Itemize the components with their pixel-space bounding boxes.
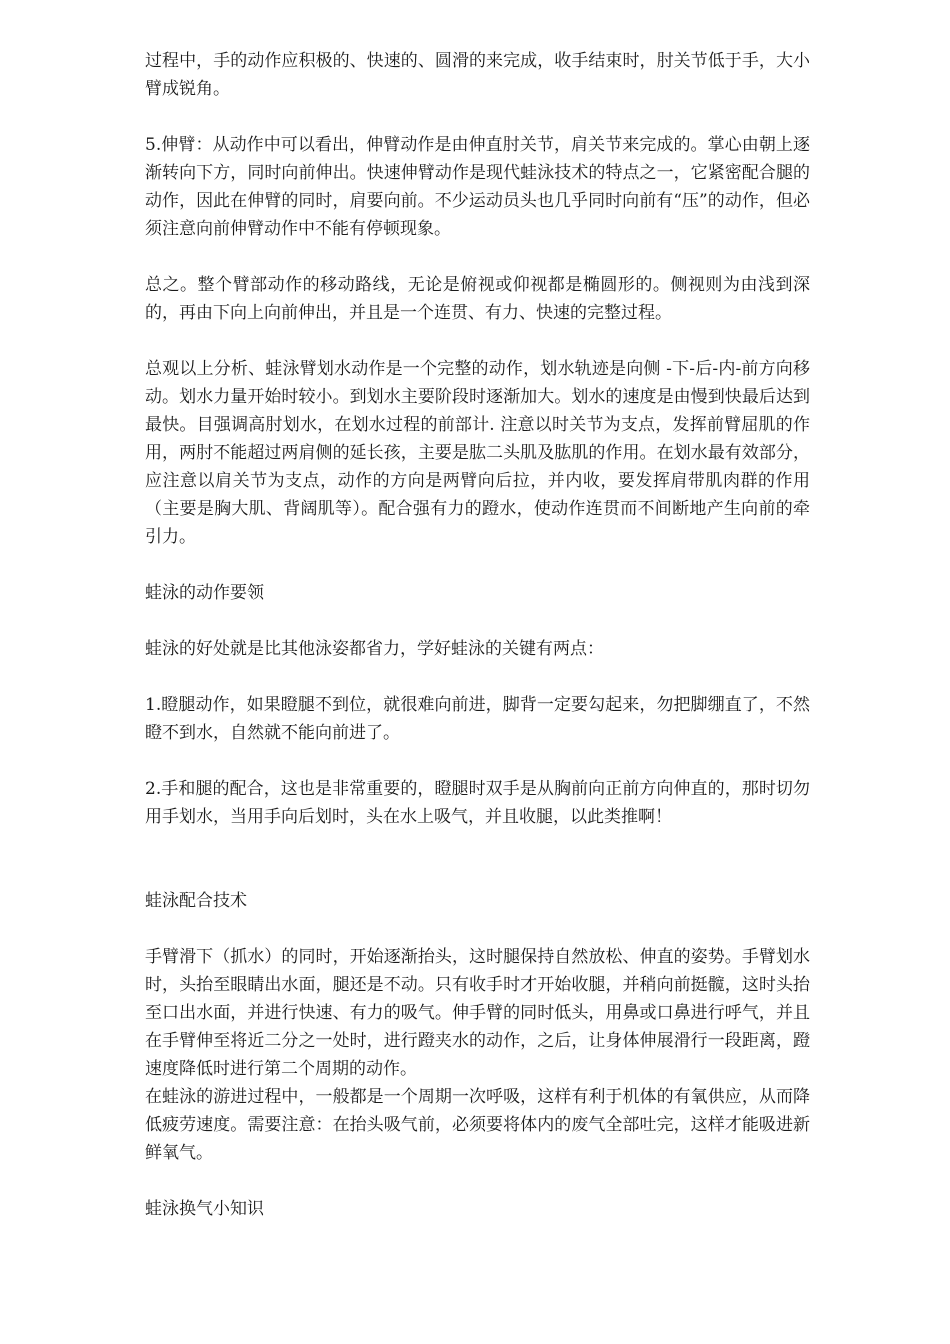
- paragraph-stroke-analysis: 总观以上分析、蛙泳臂划水动作是一个完整的动作，划水轨迹是向侧 -下-后-内-前方向移动。划水力量开始时较小。到划水主要阶段时逐渐加大。划水的速度是由慢到快最后达到最快。目强调高肘划水，在划水过程的前部计. 注意以时关节为支点，发挥前臂屈肌的作用，两肘不能超过两肩侧的延长孩，主要是肱二头肌及肱肌的作用。在划水最有效部分，应注意以肩关节为支点，动作的方向是两臂向后拉，并内收，要发挥肩带肌肉群的作用（主要是胸大肌、背阔肌等）。配合强有力的蹬水，使动作连贯而不间断地产生向前的牵引力。: [145, 359, 810, 547]
- paragraph-breathing-cycle: 在蛙泳的游进过程中，一般都是一个周期一次呼吸，这样有利于机体的有氧供应，从而降低疲劳速度。需要注意：在抬头吸气前，必须要将体内的废气全部吐完，这样才能吸进新鲜氧气。: [145, 1087, 810, 1163]
- paragraph-kick-point: 1.瞪腿动作，如果瞪腿不到位，就很难向前进，脚背一定要勾起来，勿把脚绷直了，不然瞪不到水，自然就不能向前进了。: [145, 695, 810, 743]
- paragraph-breaststroke-benefits: 蛙泳的好处就是比其他泳姿都省力，学好蛙泳的关键有两点：: [145, 639, 604, 659]
- paragraph-coordination-point: 2.手和腿的配合，这也是非常重要的，瞪腿时双手是从胸前向正前方向伸直的，那时切勿用手划水，当用手向后划时，头在水上吸气，并且收腿，以此类推啊！: [145, 779, 810, 827]
- paragraph-arm-extension: 5.伸臂：从动作中可以看出，伸臂动作是由伸直肘关节，肩关节来完成的。掌心由朝上逐渐转向下方，同时向前伸出。快速伸臂动作是现代蛙泳技术的特点之一，它紧密配合腿的动作，因此在伸臂的同时，肩要向前。不少运动员头也几乎同时向前有“压”的动作，但必须注意向前伸臂动作中不能有停顿现象。: [145, 135, 810, 239]
- heading-coordination-technique: 蛙泳配合技术: [145, 891, 247, 911]
- paragraph-arm-recovery-end: 过程中，手的动作应积极的、快速的、圆滑的来完成，收手结束时，肘关节低于手，大小臂成锐角。: [145, 51, 810, 99]
- heading-breathing-tips: 蛙泳换气小知识: [145, 1199, 264, 1219]
- heading-breaststroke-essentials: 蛙泳的动作要领: [145, 583, 264, 603]
- paragraph-arm-path-summary: 总之。整个臂部动作的移动路线，无论是俯视或仰视都是椭圆形的。侧视则为由浅到深的，再由下向上向前伸出，并且是一个连贯、有力、快速的完整过程。: [145, 275, 810, 323]
- document-page: [145, 47, 810, 1223]
- paragraph-coordination-detail: 手臂滑下（抓水）的同时，开始逐渐抬头，这时腿保持自然放松、伸直的姿势。手臂划水时，头抬至眼睛出水面，腿还是不动。只有收手时才开始收腿，并稍向前挺髋，这时头抬至口出水面，并进行快速、有力的吸气。伸手臂的同时低头，用鼻或口鼻进行呼气，并且在手臂伸至将近二分之一处时，进行蹬夹水的动作，之后，让身体伸展滑行一段距离，蹬速度降低时进行第二个周期的动作。: [145, 947, 810, 1079]
